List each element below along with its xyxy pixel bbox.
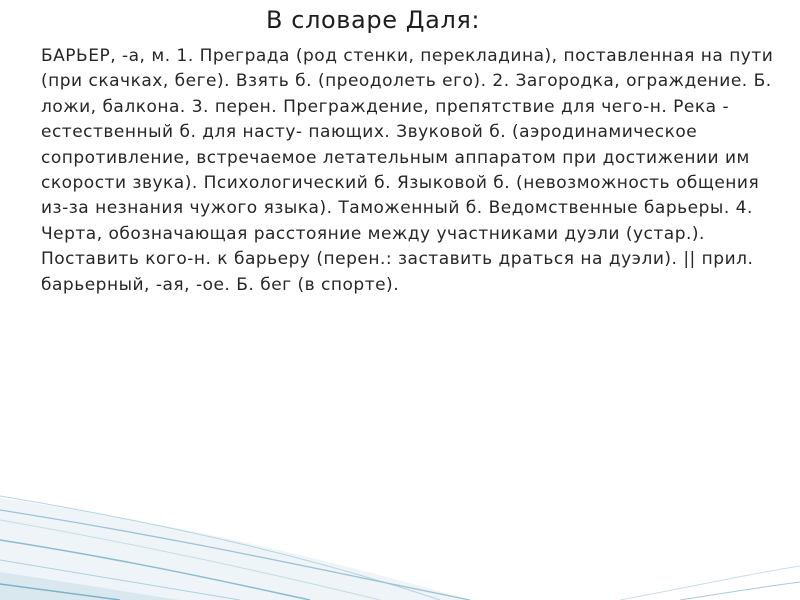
slide-title: В словаре Даля: bbox=[266, 6, 481, 34]
title-row bbox=[14, 6, 794, 42]
body-row bbox=[14, 44, 784, 298]
dictionary-entry: БАРЬЕР, -а, м. 1. Преграда (род стенки, перекладина), поставленная на пути (при скачках, беге). Взять б. (преодолеть его). 2. Загородка, ограждение. Б. ложи, балкона. 3. перен. Преграждение, препятствие для чего-н. Река - естественный б. для насту- пающих. Звуковой б. (аэродинамическое сопротивление, встречаемое летательным аппаратом при достижении им скорости звука). Психологический б. Языковой б. (невозможность общения из-за незнания чужого языка). Таможенный б. Ведомственные барьеры. 4. Черта, обозначающая расстояние между участниками дуэли (устар.). Поставить кого-н. к барьеру (перен.: заставить драться на дуэли). || прил. барьерный, -ая, -ое. Б. бег (в спорте). bbox=[41, 46, 774, 295]
